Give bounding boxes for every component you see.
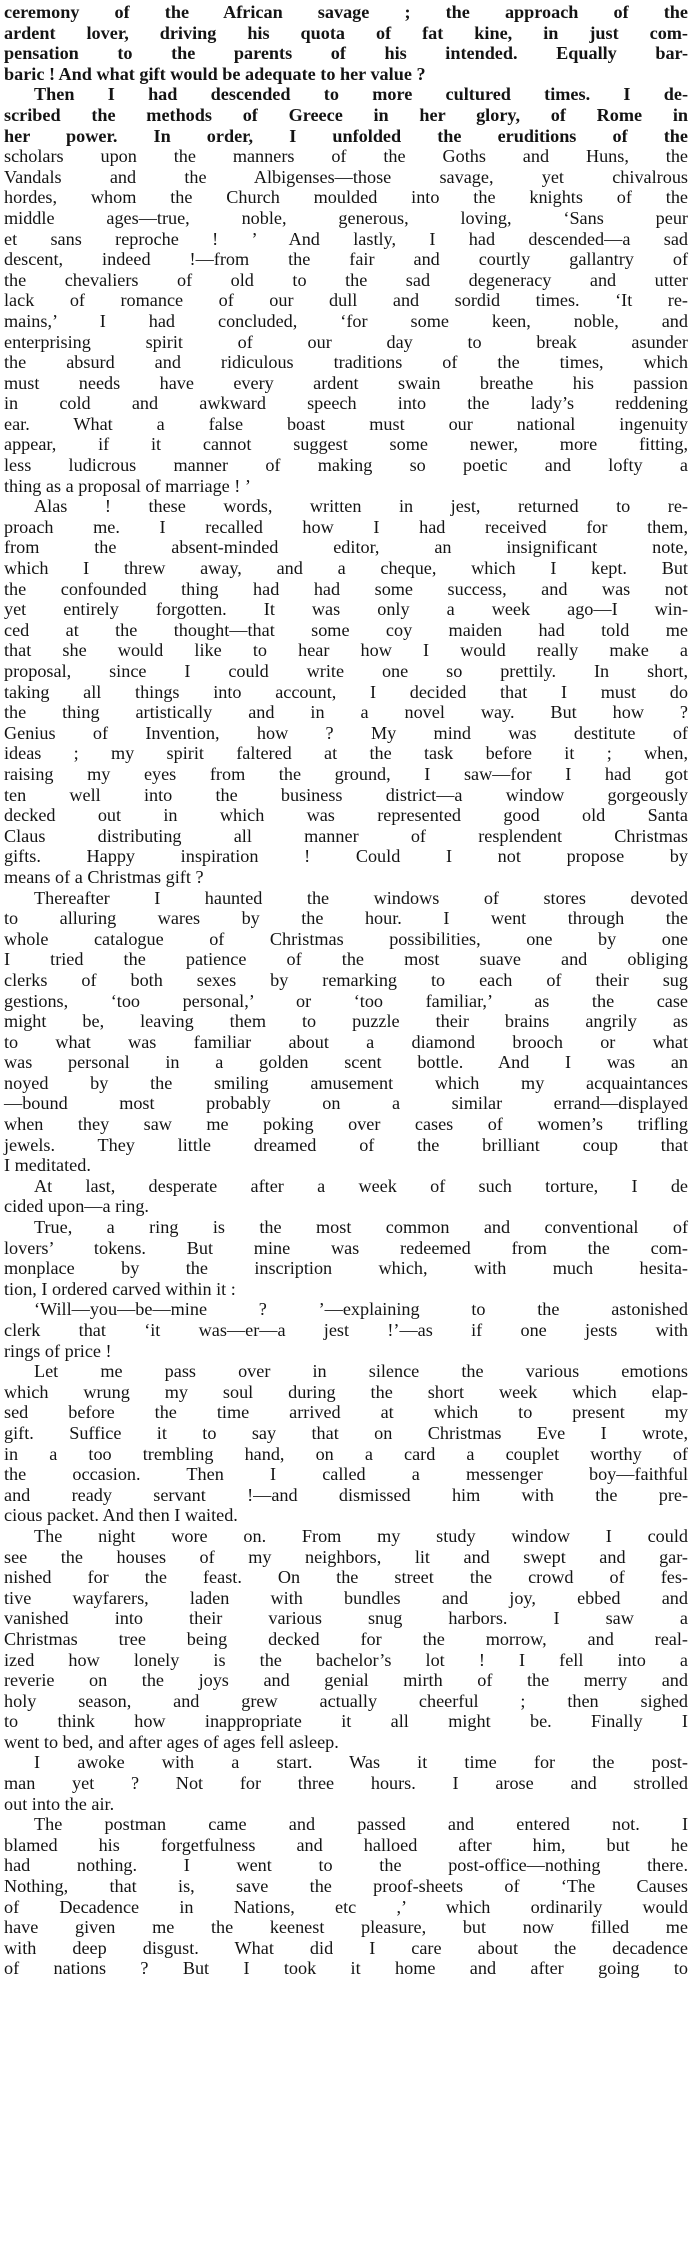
article-text-line: means of a Christmas gift ? (4, 866, 204, 887)
article-text-line: of Decadence in Nations, etc ,’ which ordinarily would (4, 1896, 688, 1917)
article-text-line: proach me. I recalled how I had received for them, (4, 516, 688, 537)
article-text-line: appear, if it cannot suggest some newer, more fitting, (4, 434, 688, 455)
article-text-line: tive wayfarers, laden with bundles and joy, ebbed and (4, 1587, 688, 1608)
article-text-line: monplace by the inscription which, with much hesita- (4, 1258, 688, 1279)
article-text-line: vanished into their various snug harbors. I saw a (4, 1608, 688, 1629)
article-text-line: et sans reproche ! ’ And lastly, I had descended—a sad (4, 228, 688, 249)
article-text-line: Vandals and the Albigenses—those savage, yet chivalrous (4, 166, 688, 187)
article-text-line: with deep disgust. What did I care about the decadence (4, 1937, 688, 1958)
article-text-line: that she would like to hear how I would really make a (4, 640, 688, 661)
article-text-line: went to bed, and after ages of ages fell asleep. (4, 1731, 339, 1752)
article-text-line: which wrung my soul during the short week which elap- (4, 1381, 688, 1402)
article-text-line: the occasion. Then I called a messenger boy—faithful (4, 1464, 688, 1485)
article-text-line: holy season, and grew actually cheerful ; then sighed (4, 1690, 688, 1711)
article-text-line: whole catalogue of Christmas possibilities, one by one (4, 928, 688, 949)
article-text-line: the absurd and ridiculous traditions of the times, which (4, 352, 688, 373)
article-text-line: in a too trembling hand, on a card a couplet worthy of (4, 1443, 688, 1464)
article-text-line: clerk that ‘it was—er—a jest !’—as if one jests with (4, 1320, 688, 1340)
article-text-line: lack of romance of our dull and sordid times. ‘It re- (4, 290, 688, 311)
article-text-line: proposal, since I could write one so prettily. In short, (4, 661, 688, 681)
article-text-line: from the absent-minded editor, an insignificant note, (4, 537, 688, 558)
article-text-line: sed before the time arrived at which to present my (4, 1402, 688, 1423)
article-text-line: the thing artistically and in a novel way. But how ? (4, 702, 688, 723)
article-text-line: I awoke with a start. Was it time for the post- (34, 1752, 688, 1773)
article-text-line: scholars upon the manners of the Goths and Huns, the (4, 146, 688, 167)
article-text-line: out into the air. (4, 1793, 115, 1814)
article-text-line: jewels. They little dreamed of the brilliant coup that (4, 1134, 688, 1155)
article-text-line: —bound most probably on a similar errand—displayed (4, 1093, 688, 1114)
article-text-line: hordes, whom the Church moulded into the knights of the (4, 187, 688, 208)
article-text-line: to what was familiar about a diamond brooch or what (4, 1031, 688, 1052)
article-text-line: man yet ? Not for three hours. I arose and strolled (4, 1773, 688, 1794)
article-text-line: her power. In order, I unfolded the eruditions of the (4, 125, 688, 146)
article-text-line: True, a ring is the most common and conventional of (34, 1217, 688, 1238)
article-text-line: gestions, ‘too personal,’ or ‘too familiar,’ as the case (4, 990, 688, 1011)
article-text-line: reverie on the joys and genial mirth of the merry and (4, 1670, 688, 1691)
article-text-line: thing as a proposal of marriage ! ’ (4, 475, 251, 496)
article-text-line: The night wore on. From my study window I could (34, 1525, 688, 1546)
article-text-line: Genius of Invention, how ? My mind was destitute of (4, 722, 688, 743)
article-text-line: ced at the thought—that some coy maiden had told me (4, 619, 688, 640)
article-text-line: might be, leaving them to puzzle their brains angrily as (4, 1011, 688, 1032)
article-text-line: of nations ? But I took it home and after going to (4, 1958, 688, 1979)
article-text-line: decked out in which was represented good old Santa (4, 805, 688, 826)
article-text-line: ceremony of the African savage ; the approach of the (4, 2, 688, 22)
article-text-line: noyed by the smiling amusement which my acquaintances (4, 1072, 688, 1093)
article-text-line: to think how inappropriate it all might be. Finally I (4, 1711, 688, 1732)
article-text-line: had nothing. I went to the post-office—nothing there. (4, 1855, 688, 1876)
article-text-line: Alas ! these words, written in jest, returned to re- (34, 496, 688, 517)
article-text-line: Let me pass over in silence the various emotions (34, 1361, 688, 1382)
article-text-line: The postman came and passed and entered not. I (34, 1814, 688, 1835)
article-text-line: must needs have every ardent swain breathe his passion (4, 372, 688, 393)
article-text-line: pensation to the parents of his intended. Equally bar- (4, 43, 688, 64)
article-text-line: in cold and awkward speech into the lady’s reddening (4, 393, 688, 414)
article-text-line: descent, indeed !—from the fair and courtly gallantry of (4, 249, 688, 270)
article-text-line: ‘Will—you—be—mine ? ’—explaining to the astonished (34, 1299, 688, 1320)
article-text-line: I meditated. (4, 1155, 91, 1176)
article-text-line: nished for the feast. On the street the crowd of fes- (4, 1567, 688, 1588)
article-text-line: raising my eyes from the ground, I saw—for I had got (4, 763, 688, 784)
article-text-line: Claus distributing all manner of resplendent Christmas (4, 825, 688, 846)
article-text-line: gift. Suffice it to say that on Christmas Eve I wrote, (4, 1422, 688, 1443)
article-text-line: Then I had descended to more cultured times. I de- (34, 84, 688, 105)
article-text-line: ized how lonely is the bachelor’s lot ! I fell into a (4, 1649, 688, 1670)
article-text-line: taking all things into account, I decided that I must do (4, 681, 688, 702)
article-text-line: ardent lover, driving his quota of fat kine, in just com- (4, 22, 688, 43)
article-text-line: Nothing, that is, save the proof-sheets of ‘The Causes (4, 1876, 688, 1897)
article-text-line: gifts. Happy inspiration ! Could I not propose by (4, 846, 688, 867)
article-text-line: I tried the patience of the most suave and obliging (4, 949, 688, 970)
article-text-line: middle ages—true, noble, generous, loving, ‘Sans peur (4, 207, 688, 228)
article-text-line: less ludicrous manner of making so poetic and lofty a (4, 455, 688, 476)
article-text-line: cious packet. And then I waited. (4, 1505, 238, 1526)
article-text-line: cided upon—a ring. (4, 1196, 149, 1217)
article-text-line: baric ! And what gift would be adequate to her value ? (4, 63, 426, 84)
article-text-line: have given me the keenest pleasure, but now filled me (4, 1917, 688, 1938)
article-text-line: blamed his forgetfulness and halloed after him, but he (4, 1834, 688, 1855)
article-text-line: which I threw away, and a cheque, which I kept. But (4, 558, 688, 579)
article-text-line: ideas ; my spirit faltered at the task before it ; when, (4, 743, 688, 764)
article-text-line: At last, desperate after a week of such torture, I de (34, 1175, 688, 1196)
article-text-line: yet entirely forgotten. It was only a week ago—I win- (4, 599, 688, 620)
article-text-line: when they saw me poking over cases of women’s trifling (4, 1114, 688, 1135)
article-text-line: enterprising spirit of our day to break asunder (4, 331, 688, 352)
article-text-line: Thereafter I haunted the windows of stores devoted (34, 887, 688, 908)
article-text-line: ear. What a false boast must our national ingenuity (4, 413, 688, 434)
article-text-line: scribed the methods of Greece in her glory, of Rome in (4, 104, 688, 125)
article-text-line: and ready servant !—and dismissed him with the pre- (4, 1484, 688, 1505)
article-text-line: was personal in a golden scent bottle. And I was an (4, 1052, 688, 1073)
article-text-line: Christmas tree being decked for the morrow, and real- (4, 1628, 688, 1649)
article-text-line: lovers’ tokens. But mine was redeemed from the com- (4, 1237, 688, 1258)
article-text-line: clerks of both sexes by remarking to each of their sug (4, 969, 688, 990)
article-text-line: rings of price ! (4, 1340, 112, 1361)
article-text-line: see the houses of my neighbors, lit and swept and gar- (4, 1546, 688, 1567)
article-text-line: the confounded thing had had some success, and was not (4, 578, 688, 599)
article-text-line: to alluring wares by the hour. I went through the (4, 908, 688, 929)
article-text-line: mains,’ I had concluded, ‘for some keen, noble, and (4, 310, 688, 331)
article-text-line: tion, I ordered carved within it : (4, 1278, 236, 1299)
article-text-line: the chevaliers of old to the sad degeneracy and utter (4, 269, 688, 290)
article-text-line: ten well into the business district—a window gorgeously (4, 784, 688, 805)
